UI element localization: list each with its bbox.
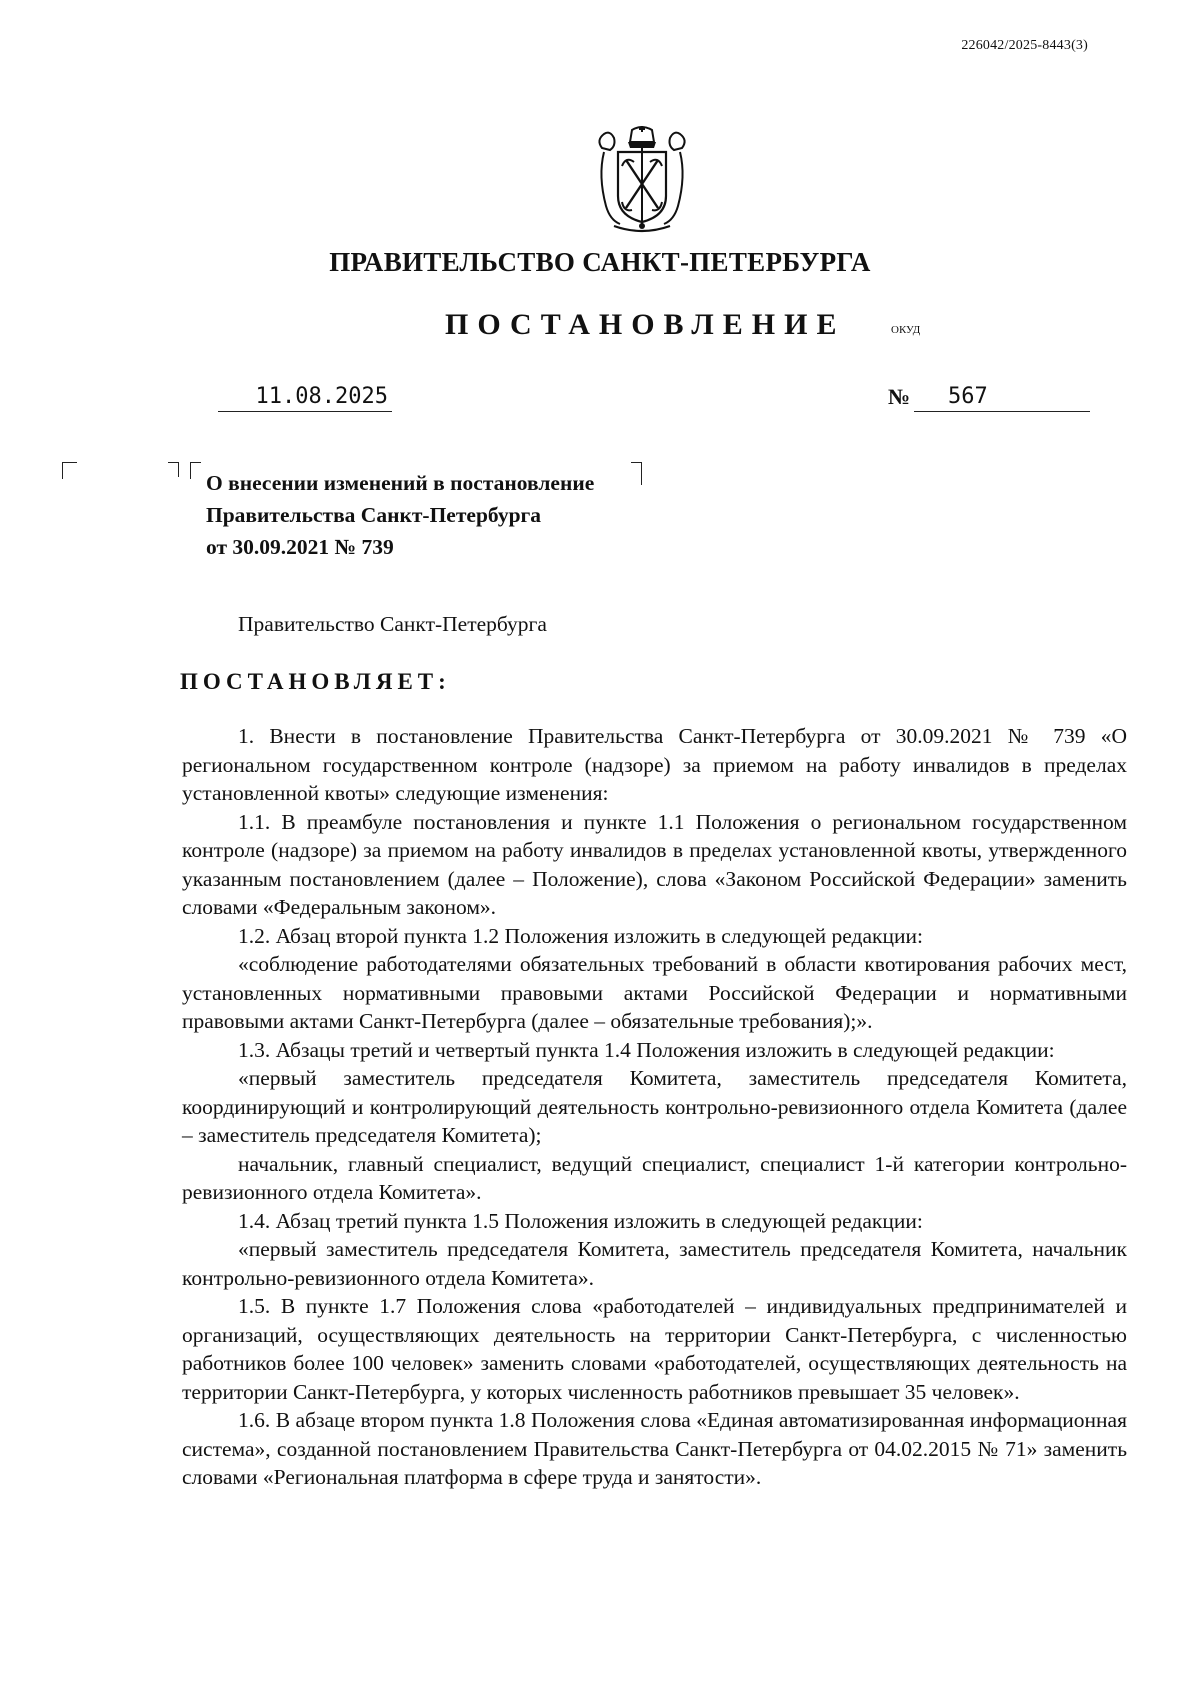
paragraph: 1.6. В абзаце втором пункта 1.8 Положения слова «Единая автоматизированная информационная система», созданной постановлением Правительства Санкт-Петербурга от 04.02.2015 № 71» заменить словами «Региональная платформа в сфере труда и занятости». — [182, 1408, 1127, 1489]
paragraph: 1.5. В пункте 1.7 Положения слова «работодателей – индивидуальных предпринимателей и организаций, осуществляющих деятельность на территории Санкт-Петербурга, с численностью работников более 100 человек» заменить словами «работодателей, осуществляющих деятельность на территории Санкт-Петербурга, у которых численность работников превышает 35 человек». — [182, 1294, 1127, 1404]
subject-line: Правительства Санкт-Петербурга — [206, 503, 542, 527]
okud-label: ОКУД — [891, 324, 921, 336]
document-id: 226042/2025-8443(3) — [961, 38, 1088, 53]
subject-line: О внесении изменений в постановление — [206, 471, 595, 495]
government-title: ПРАВИТЕЛЬСТВО САНКТ-ПЕТЕРБУРГА — [329, 247, 871, 277]
paragraph: «соблюдение работодателями обязательных требований в области квотирования рабочих мест, установленных нормативными правовыми актами Российской Федерации и нормативными правовыми актами Санкт-Петербурга (далее – обязательные требования);». — [182, 952, 1127, 1033]
paragraph: 1.2. Абзац второй пункта 1.2 Положения изложить в следующей редакции: — [238, 923, 923, 948]
decree-subject — [206, 467, 594, 563]
resolves-heading: ПОСТАНОВЛЯЕТ: — [180, 669, 451, 694]
corner-mark — [631, 462, 642, 485]
corner-mark — [62, 462, 77, 479]
decree-date: 11.08.2025 — [218, 383, 392, 412]
corner-mark — [168, 462, 179, 477]
number-label: № — [888, 384, 911, 409]
decree-number: 567 — [914, 383, 1090, 412]
paragraph: «первый заместитель председателя Комитета, заместитель председателя Комитета, начальник контрольно-ревизионного отдела Комитета». — [182, 1237, 1127, 1290]
decree-title: ПОСТАНОВЛЕНИЕ — [445, 308, 846, 341]
paragraph: начальник, главный специалист, ведущий специалист, специалист 1-й категории контрольно-ревизионного отдела Комитета». — [182, 1151, 1127, 1204]
preamble: Правительство Санкт-Петербурга — [238, 612, 547, 636]
paragraph: 1.1. В преамбуле постановления и пункте 1.1 Положения о региональном государственном контроле (надзоре) за приемом на работу инвалидов в пределах установленной квоты, утвержденного указанным постановлением (далее – Положение), слова «Законом Российской Федерации» заменить словами «Федеральным законом». — [182, 809, 1127, 919]
subject-line: от 30.09.2021 № 739 — [206, 535, 394, 559]
paragraph: «первый заместитель председателя Комитета, заместитель председателя Комитета, координирующий и контролирующий деятельность контрольно-ревизионного отдела Комитета (далее – заместитель председателя Комитета); — [182, 1066, 1127, 1147]
coat-of-arms-emblem — [594, 126, 690, 234]
paragraph: 1. Внести в постановление Правительства Санкт-Петербурга от 30.09.2021 № 739 «О региональном государственном контроле (надзоре) за приемом на работу инвалидов в пределах установленной квоты» следующие изменения: — [182, 724, 1127, 805]
paragraph: 1.3. Абзацы третий и четвертый пункта 1.4 Положения изложить в следующей редакции: — [238, 1037, 1055, 1062]
corner-mark — [190, 462, 201, 479]
paragraph: 1.4. Абзац третий пункта 1.5 Положения изложить в следующей редакции: — [238, 1208, 923, 1233]
decree-body — [182, 722, 1127, 1492]
